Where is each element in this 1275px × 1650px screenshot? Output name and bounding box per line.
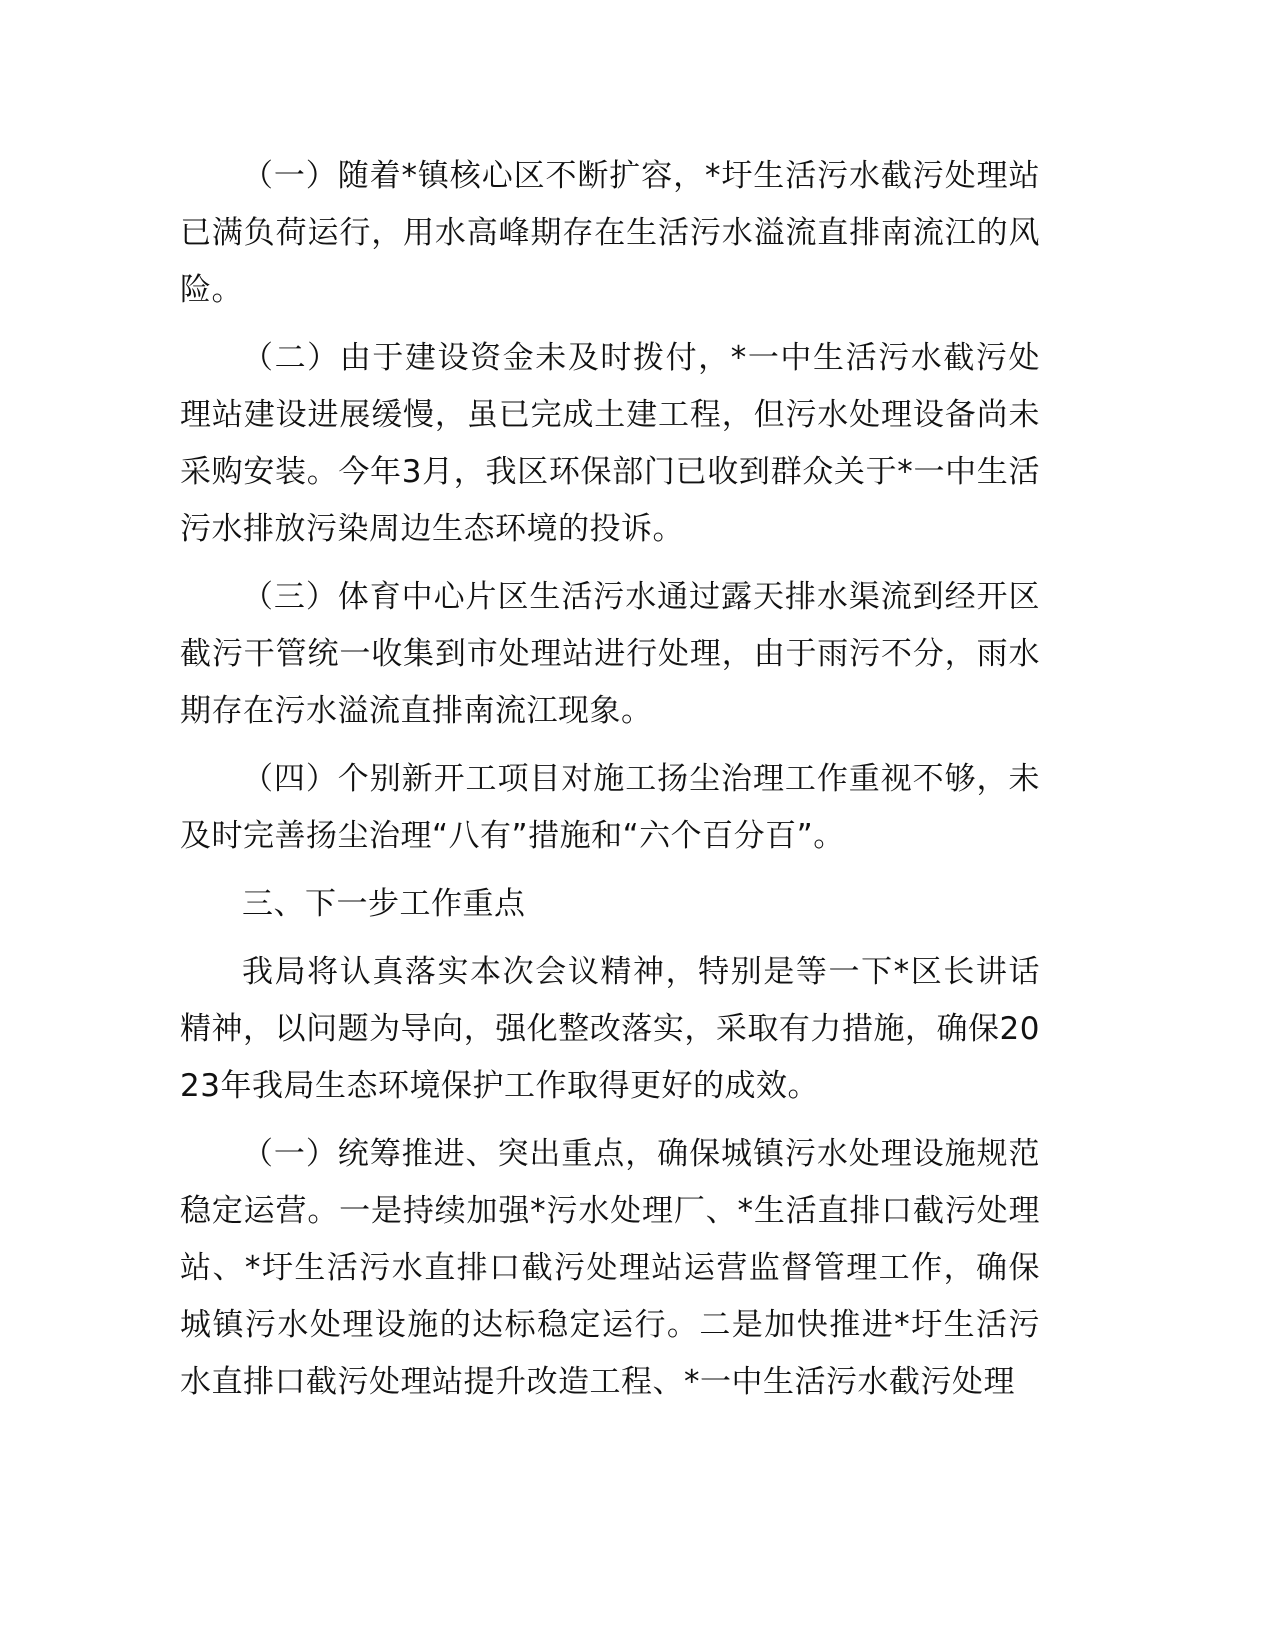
paragraph-problem-3: （三）体育中心片区生活污水通过露天排水渠流到经开区截污干管统一收集到市处理站进行处理，由于雨污不分，雨水期存在污水溢流直排南流江现象。 bbox=[180, 579, 1040, 729]
document-body bbox=[180, 148, 1040, 1422]
paragraph-problem-4: （四）个别新开工项目对施工扬尘治理工作重视不够，未及时完善扬尘治理“八有”措施和“六个百分百”。 bbox=[180, 761, 1040, 854]
paragraph-intro: 我局将认真落实本次会议精神，特别是等一下*区长讲话精神，以问题为导向，强化整改落实，采取有力措施，确保2023年我局生态环境保护工作取得更好的成效。 bbox=[180, 954, 1040, 1104]
paragraph-problem-2: （二）由于建设资金未及时拨付，*一中生活污水截污处理站建设进展缓慢，虽已完成土建工程，但污水处理设备尚未采购安装。今年3月，我区环保部门已收到群众关于*一中生活污水排放污染周边生态环境的投诉。 bbox=[180, 340, 1040, 547]
paragraph-measure-1: （一）统筹推进、突出重点，确保城镇污水处理设施规范稳定运营。一是持续加强*污水处理厂、*生活直排口截污处理站、*圩生活污水直排口截污处理站运营监督管理工作，确保城镇污水处理设施的达标稳定运行。二是加快推进*圩生活污水直排口截污处理站提升改造工程、*一中生活污水截污处理 bbox=[180, 1136, 1040, 1400]
paragraph-problem-1: （一）随着*镇核心区不断扩容，*圩生活污水截污处理站已满负荷运行，用水高峰期存在生活污水溢流直排南流江的风险。 bbox=[180, 158, 1040, 308]
section-heading-next-steps: 三、下一步工作重点 bbox=[242, 886, 526, 922]
